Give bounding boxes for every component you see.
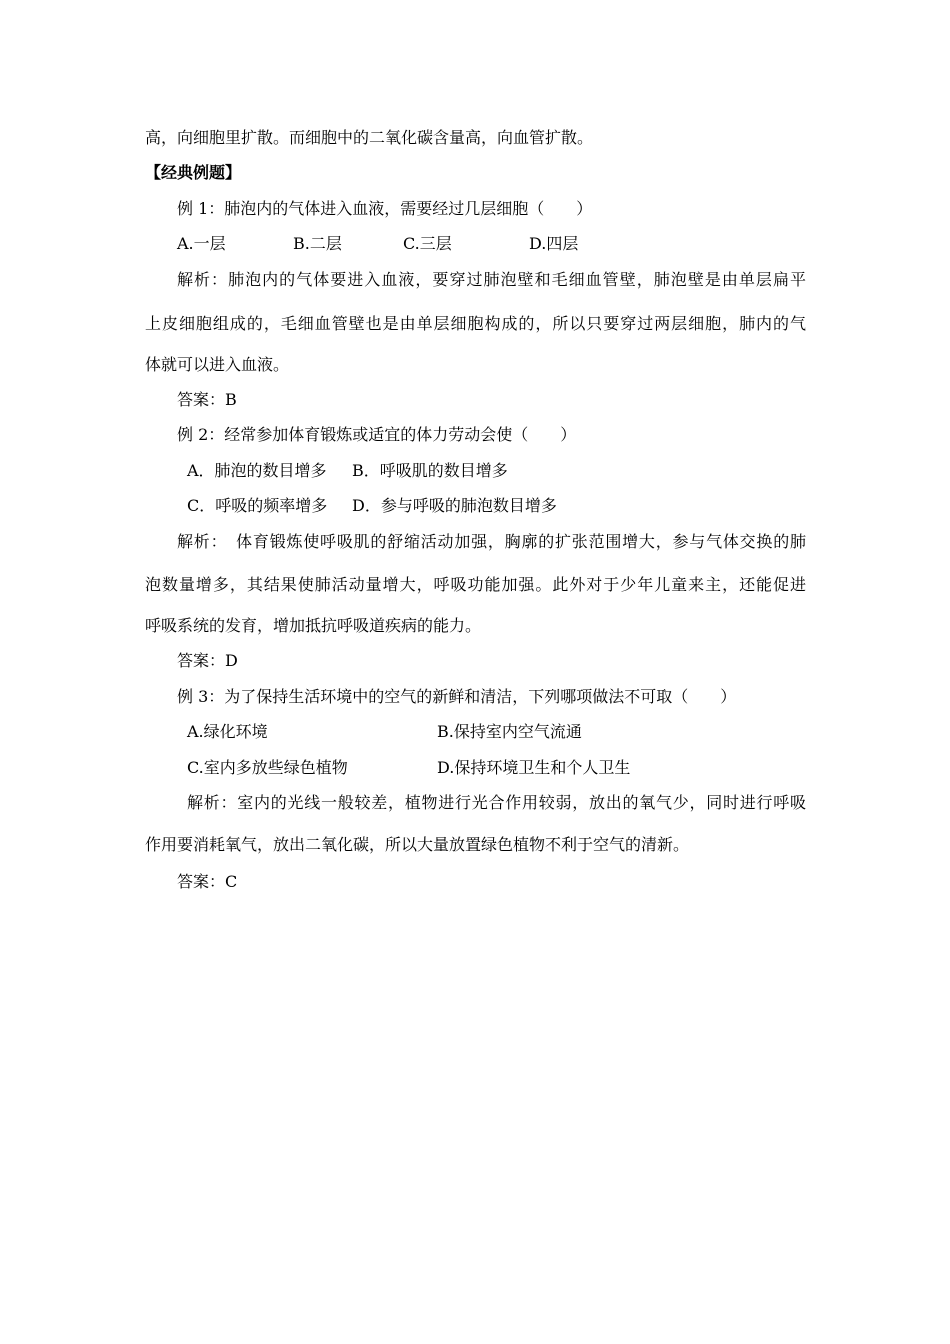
example2-option-b: B．呼吸肌的数目增多 bbox=[352, 461, 508, 480]
example1-option-d: D.四层 bbox=[529, 234, 579, 253]
example2-analysis-line: 解析： 体育锻炼使呼吸肌的舒缩活动加强，胸廓的扩张范围增大，参与气体交换的肺 bbox=[177, 532, 806, 551]
example3-option-a: A.绿化环境 bbox=[187, 722, 268, 741]
example2-answer: 答案：D bbox=[177, 651, 238, 670]
example3-option-b: B.保持室内空气流通 bbox=[437, 722, 582, 741]
example2-analysis-line: 泡数量增多，其结果使肺活动量增大，呼吸功能加强。此外对于少年儿童来主，还能促进 bbox=[145, 575, 806, 594]
example2-analysis-line: 呼吸系统的发育，增加抵抗呼吸道疾病的能力。 bbox=[145, 616, 482, 635]
example3-answer: 答案：C bbox=[177, 872, 238, 891]
example1-answer: 答案：B bbox=[177, 390, 237, 409]
example3-option-d: D.保持环境卫生和个人卫生 bbox=[437, 758, 631, 777]
example1-option-a: A.一层 bbox=[177, 234, 226, 253]
example1-question: 例 1：肺泡内的气体进入血液，需要经过几层细胞（ ） bbox=[177, 199, 593, 218]
example2-option-a: A．肺泡的数目增多 bbox=[187, 461, 327, 480]
example1-analysis-line: 上皮细胞组成的，毛细血管壁也是由单层细胞构成的，所以只要穿过两层细胞，肺内的气 bbox=[145, 314, 806, 333]
example3-question: 例 3：为了保持生活环境中的空气的新鲜和清洁，下列哪项做法不可取（ ） bbox=[177, 687, 737, 706]
example1-option-c: C.三层 bbox=[403, 234, 452, 253]
example2-question: 例 2：经常参加体育锻炼或适宜的体力劳动会使（ ） bbox=[177, 425, 577, 444]
example3-analysis-line: 解析：室内的光线一般较差，植物进行光合作用较弱，放出的氧气少，同时进行呼吸 bbox=[187, 793, 806, 812]
example1-option-b: B.二层 bbox=[293, 234, 342, 253]
example2-option-d: D．参与呼吸的肺泡数目增多 bbox=[352, 496, 557, 515]
example2-option-c: C．呼吸的频率增多 bbox=[187, 496, 328, 515]
section-heading: 【经典例题】 bbox=[145, 163, 242, 182]
example3-analysis-line: 作用要消耗氧气，放出二氧化碳，所以大量放置绿色植物不利于空气的清新。 bbox=[145, 835, 690, 854]
intro-line: 高，向细胞里扩散。而细胞中的二氧化碳含量高，向血管扩散。 bbox=[145, 128, 594, 147]
example1-analysis-line: 解析：肺泡内的气体要进入血液，要穿过肺泡壁和毛细血管壁，肺泡壁是由单层扁平 bbox=[177, 270, 806, 289]
example1-analysis-line: 体就可以进入血液。 bbox=[145, 355, 290, 374]
example3-option-c: C.室内多放些绿色植物 bbox=[187, 758, 348, 777]
